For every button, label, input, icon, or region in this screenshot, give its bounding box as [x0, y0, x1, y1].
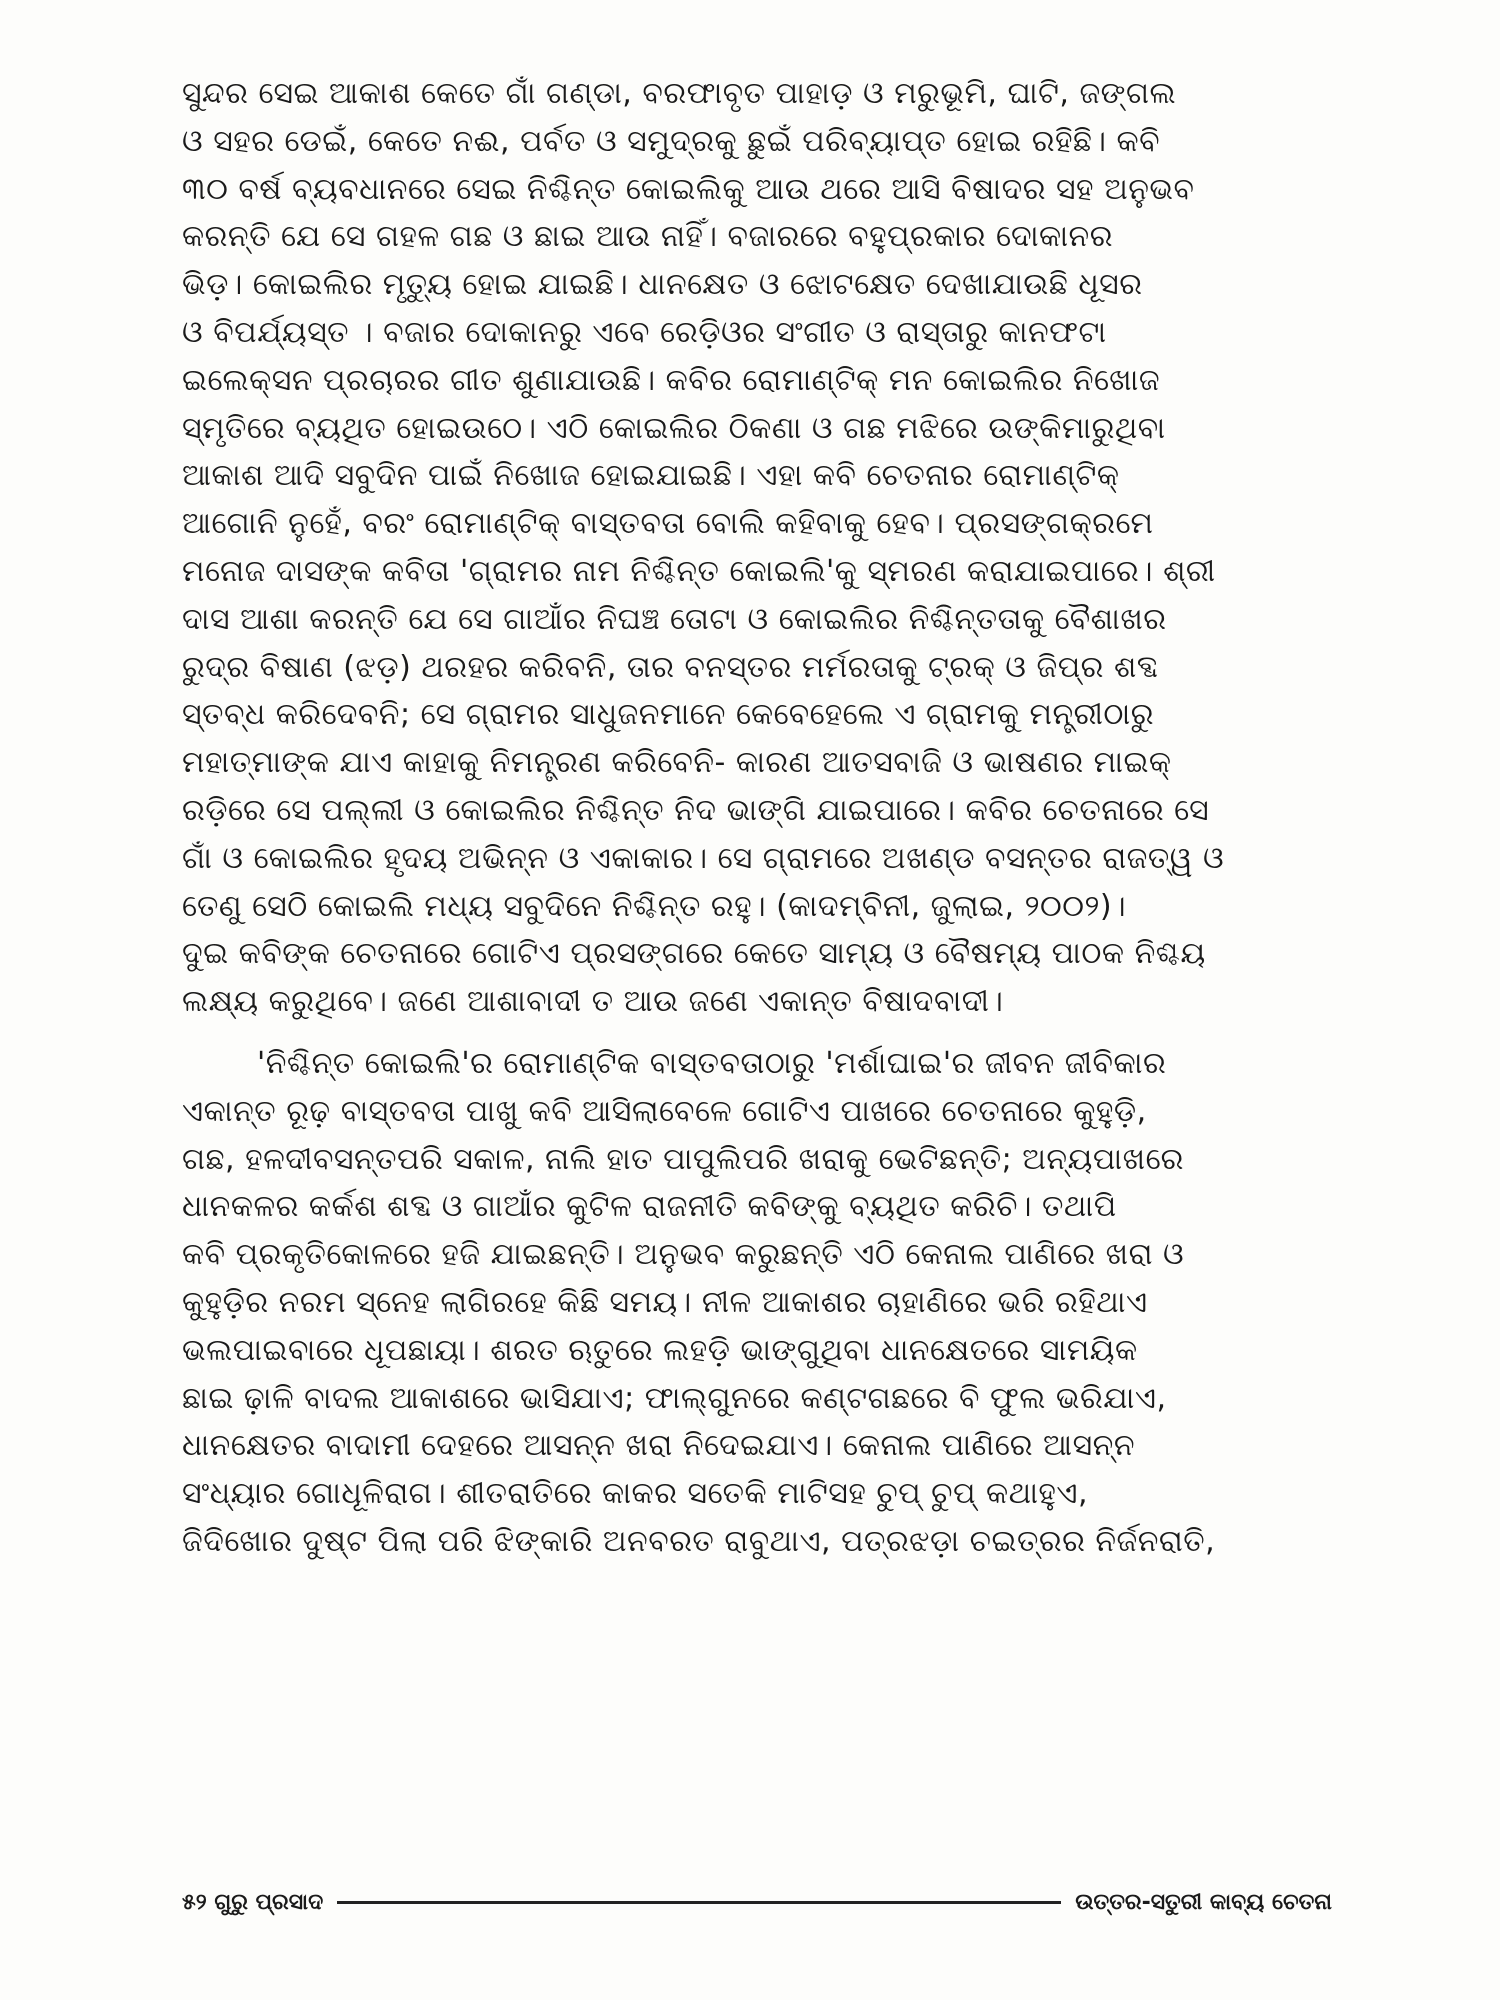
page-footer — [182, 1882, 1332, 1922]
text-line: ସୁନ୍ଦର ସେଇ ଆକାଶ କେତେ ଗାଁ ଗଣ୍ଡା, ବରଫାବୃତ ପାହାଡ଼ ଓ ମରୁଭୂମି, ଘାଟି, ଜଙ୍ଗଲ — [182, 76, 1177, 111]
body-text — [182, 70, 1332, 1566]
text-line: ଲକ୍ଷ୍ୟ କରୁଥିବେ। ଜଣେ ଆଶାବାଦୀ ତ ଆଉ ଜଣେ ଏକାନ୍ତ ବିଷାଦବାଦୀ। — [182, 984, 1004, 1020]
text-line: କରନ୍ତି ଯେ ସେ ଗହଳ ଗଛ ଓ ଛାଇ ଆଉ ନାହିଁ। ବଜାରରେ ବହୁପ୍ରକାର ଦୋକାନର — [182, 219, 1113, 255]
text-line: ଗାଁ ଓ କୋଇଲିର ହୃଦୟ ଅଭିନ୍ନ ଓ ଏକାକାର। ସେ ଗ୍ରାମରେ ଅଖଣ୍ଡ ବସନ୍ତର ରାଜତ୍ୱ ଓ — [182, 840, 1225, 876]
text-line: ଆଗୋନି ନୁହେଁ, ବରଂ ରୋମାଣ୍ଟିକ୍ ବାସ୍ତବତା ବୋଲି କହିବାକୁ ହେବ। ପ୍ରସଙ୍ଗକ୍ରମେ — [182, 506, 1154, 542]
text-line: ଭଲପାଇବାରେ ଧୂପଛାୟା। ଶରତ ଋତୁରେ ଲହଡ଼ି ଭାଙ୍ଗୁଥିବା ଧାନକ୍ଷେତରେ ସାମୟିକ — [182, 1332, 1138, 1368]
text-line: ଓ ସହର ଡେଇଁ, କେତେ ନଈ, ପର୍ବତ ଓ ସମୁଦ୍ରକୁ ଛୁଇଁ ପରିବ୍ୟାପ୍ତ ହୋଇ ରହିଛି। କବି — [182, 123, 1161, 159]
footer-page-number-and-title: ୫୨ ଗୁରୁ ପ୍ରସାଦ — [182, 1889, 324, 1915]
footer-book-title: ଉତ୍ତର-ସତୁରୀ କାବ୍ୟ ଚେତନା — [1075, 1889, 1332, 1915]
text-line: କୁହୁଡ଼ିର ନରମ ସ୍ନେହ ଲାଗିରହେ କିଛି ସମୟ। ନୀଳ ଆକାଶର ଚାହାଣିରେ ଭରି ରହିଥାଏ — [182, 1284, 1148, 1320]
text-line: କବି ପ୍ରକୃତିକୋଳରେ ହଜି ଯାଇଛନ୍ତି। ଅନୁଭବ କରୁଛନ୍ତି ଏଠି କେନାଲ ପାଣିରେ ଖରା ଓ — [182, 1237, 1185, 1273]
text-line: ମନୋଜ ଦାସଙ୍କ କବିତା 'ଗ୍ରାମର ନାମ ନିଶ୍ଚିନ୍ତ କୋଇଲି'କୁ ସ୍ମରଣ କରାଯାଇପାରେ। ଶ୍ରୀ — [182, 553, 1216, 589]
text-line: ଜିଦିଖୋର ଦୁଷ୍ଟ ପିଲା ପରି ଝିଙ୍କାରି ଅନବରତ ରାବୁଥାଏ, ପତ୍ରଝଡ଼ା ଚଇତ୍ରର ନିର୍ଜନରାତି, — [182, 1523, 1216, 1559]
text-line: ଇଲେକ୍ସନ ପ୍ରଚାରର ଗୀତ ଶୁଣାଯାଉଛି। କବିର ରୋମାଣ୍ଟିକ୍ ମନ କୋଇଲିର ନିଖୋଜ — [182, 362, 1161, 398]
text-line: ଧାନକଳର କର୍କଶ ଶବ୍ଦ ଓ ଗାଆଁର କୁଟିଳ ରାଜନୀତି କବିଙ୍କୁ ବ୍ୟଥିତ କରିଚି। ତଥାପି — [182, 1189, 1117, 1225]
text-line: ଭିଡ଼। କୋଇଲିର ମୃତ୍ୟୁ ହୋଇ ଯାଇଛି। ଧାନକ୍ଷେତ ଓ ଝୋଟକ୍ଷେତ ଦେଖାଯାଉଛି ଧୂସର — [182, 267, 1143, 303]
paragraph-gap — [182, 1026, 1332, 1040]
text-line: ସ୍ତବ୍ଧ କରିଦେବନି; ସେ ଗ୍ରାମର ସାଧୁଜନମାନେ କେବେହେଲେ ଏ ଗ୍ରାମକୁ ମନ୍ତ୍ରୀଠାରୁ — [182, 697, 1154, 733]
text-line: ଧାନକ୍ଷେତର ବାଦାମୀ ଦେହରେ ଆସନ୍ନ ଖରା ନିଦେଇଯାଏ। କେନାଲ ପାଣିରେ ଆସନ୍ନ — [182, 1428, 1135, 1464]
text-line: ଆକାଶ ଆଦି ସବୁଦିନ ପାଇଁ ନିଖୋଜ ହୋଇଯାଇଛି। ଏହା କବି ଚେତନାର ରୋମାଣ୍ଟିକ୍ — [182, 458, 1120, 494]
text-line: ରୁଦ୍ର ବିଷାଣ (ଝଡ଼) ଥରହର କରିବନି, ତାର ବନସ୍ତର ମର୍ମରତାକୁ ଟ୍ରକ୍ ଓ ଜିପ୍‌ର ଶବ୍ଦ — [182, 649, 1159, 685]
text-line: ଦୁଇ କବିଙ୍କ ଚେତନାରେ ଗୋଟିଏ ପ୍ରସଙ୍ଗରେ କେତେ ସାମ୍ୟ ଓ ବୈଷମ୍ୟ ପାଠକ ନିଶ୍ଚୟ — [182, 936, 1206, 972]
text-line: ସଂଧ୍ୟାର ଗୋଧୂଳିରାଗ। ଶୀତରାତିରେ କାକର ସତେକି ମାଟିସହ ଚୁପ୍ ଚୁପ୍ କଥାହୁଏ, — [182, 1476, 1089, 1512]
text-line: ସ୍ମୃତିରେ ବ୍ୟଥିତ ହୋଇଉଠେ। ଏଠି କୋଇଲିର ଠିକଣା ଓ ଗଛ ମଝିରେ ଉଙ୍କିମାରୁଥିବା — [182, 410, 1166, 446]
paragraph-1 — [182, 70, 1332, 1026]
text-line: ୩୦ ବର୍ଷ ବ୍ୟବଧାନରେ ସେଇ ନିଶ୍ଚିନ୍ତ କୋଇଲିକୁ ଆଉ ଥରେ ଆସି ବିଷାଦର ସହ ଅନୁଭବ — [182, 171, 1195, 207]
text-line: ତେଣୁ ସେଠି କୋଇଲି ମଧ୍ୟ ସବୁଦିନେ ନିଶ୍ଚିନ୍ତ ରହୁ। (କାଦମ୍ବିନୀ, ଜୁଲାଇ, ୨୦୦୨)। — [182, 888, 1127, 924]
text-line: 'ନିଶ୍ଚିନ୍ତ କୋଇଲି'ର ରୋମାଣ୍ଟିକ ବାସ୍ତବତାଠାରୁ 'ମର୍ଶାଘାଇ'ର ଜୀବନ ଜୀବିକାର — [257, 1045, 1167, 1081]
footer-rule — [337, 1901, 1061, 1904]
text-line: ରଡ଼ିରେ ସେ ପଲ୍ଲୀ ଓ କୋଇଲିର ନିଶ୍ଚିନ୍ତ ନିଦ ଭାଙ୍ଗି ଯାଇପାରେ। କବିର ଚେତନାରେ ସେ — [182, 792, 1210, 828]
text-line: ଦାସ ଆଶା କରନ୍ତି ଯେ ସେ ଗାଆଁର ନିଘଞ୍ଚ ତୋଟା ଓ କୋଇଲିର ନିଶ୍ଚିନ୍ତତାକୁ ବୈଶାଖର — [182, 601, 1167, 637]
text-line: ମହାତ୍ମାଙ୍କ ଯାଏ କାହାକୁ ନିମନ୍ତ୍ରଣ କରିବେନି- କାରଣ ଆତସବାଜି ଓ ଭାଷଣର ମାଇକ୍ — [182, 745, 1172, 781]
text-line: ଏକାନ୍ତ ରୂଢ଼ ବାସ୍ତବତା ପାଖୁ କବି ଆସିଲାବେଳେ ଗୋଟିଏ ପାଖରେ ଚେତନାରେ କୁହୁଡ଼ି, — [182, 1093, 1147, 1129]
text-line: ଓ ବିପର୍ଯ୍ୟସ୍ତ । ବଜାର ଦୋକାନରୁ ଏବେ ରେଡ଼ିଓର ସଂଗୀତ ଓ ରାସ୍ତାରୁ କାନଫଟା — [182, 314, 1107, 350]
text-line: ଛାଇ ଢ଼ାଳି ବାଦଲ ଆକାଶରେ ଭାସିଯାଏ; ଫାଲ୍‌ଗୁନରେ କଣ୍ଟଗଛରେ ବି ଫୁଲ ଭରିଯାଏ, — [182, 1380, 1167, 1416]
text-line: ଗଛ, ହଳଦୀବସନ୍ତପରି ସକାଳ, ନାଲି ହାତ ପାପୁଲିପରି ଖରାକୁ ଭେଟିଛନ୍ତି; ଅନ୍ୟପାଖରେ — [182, 1141, 1184, 1177]
paragraph-2 — [182, 1040, 1332, 1566]
